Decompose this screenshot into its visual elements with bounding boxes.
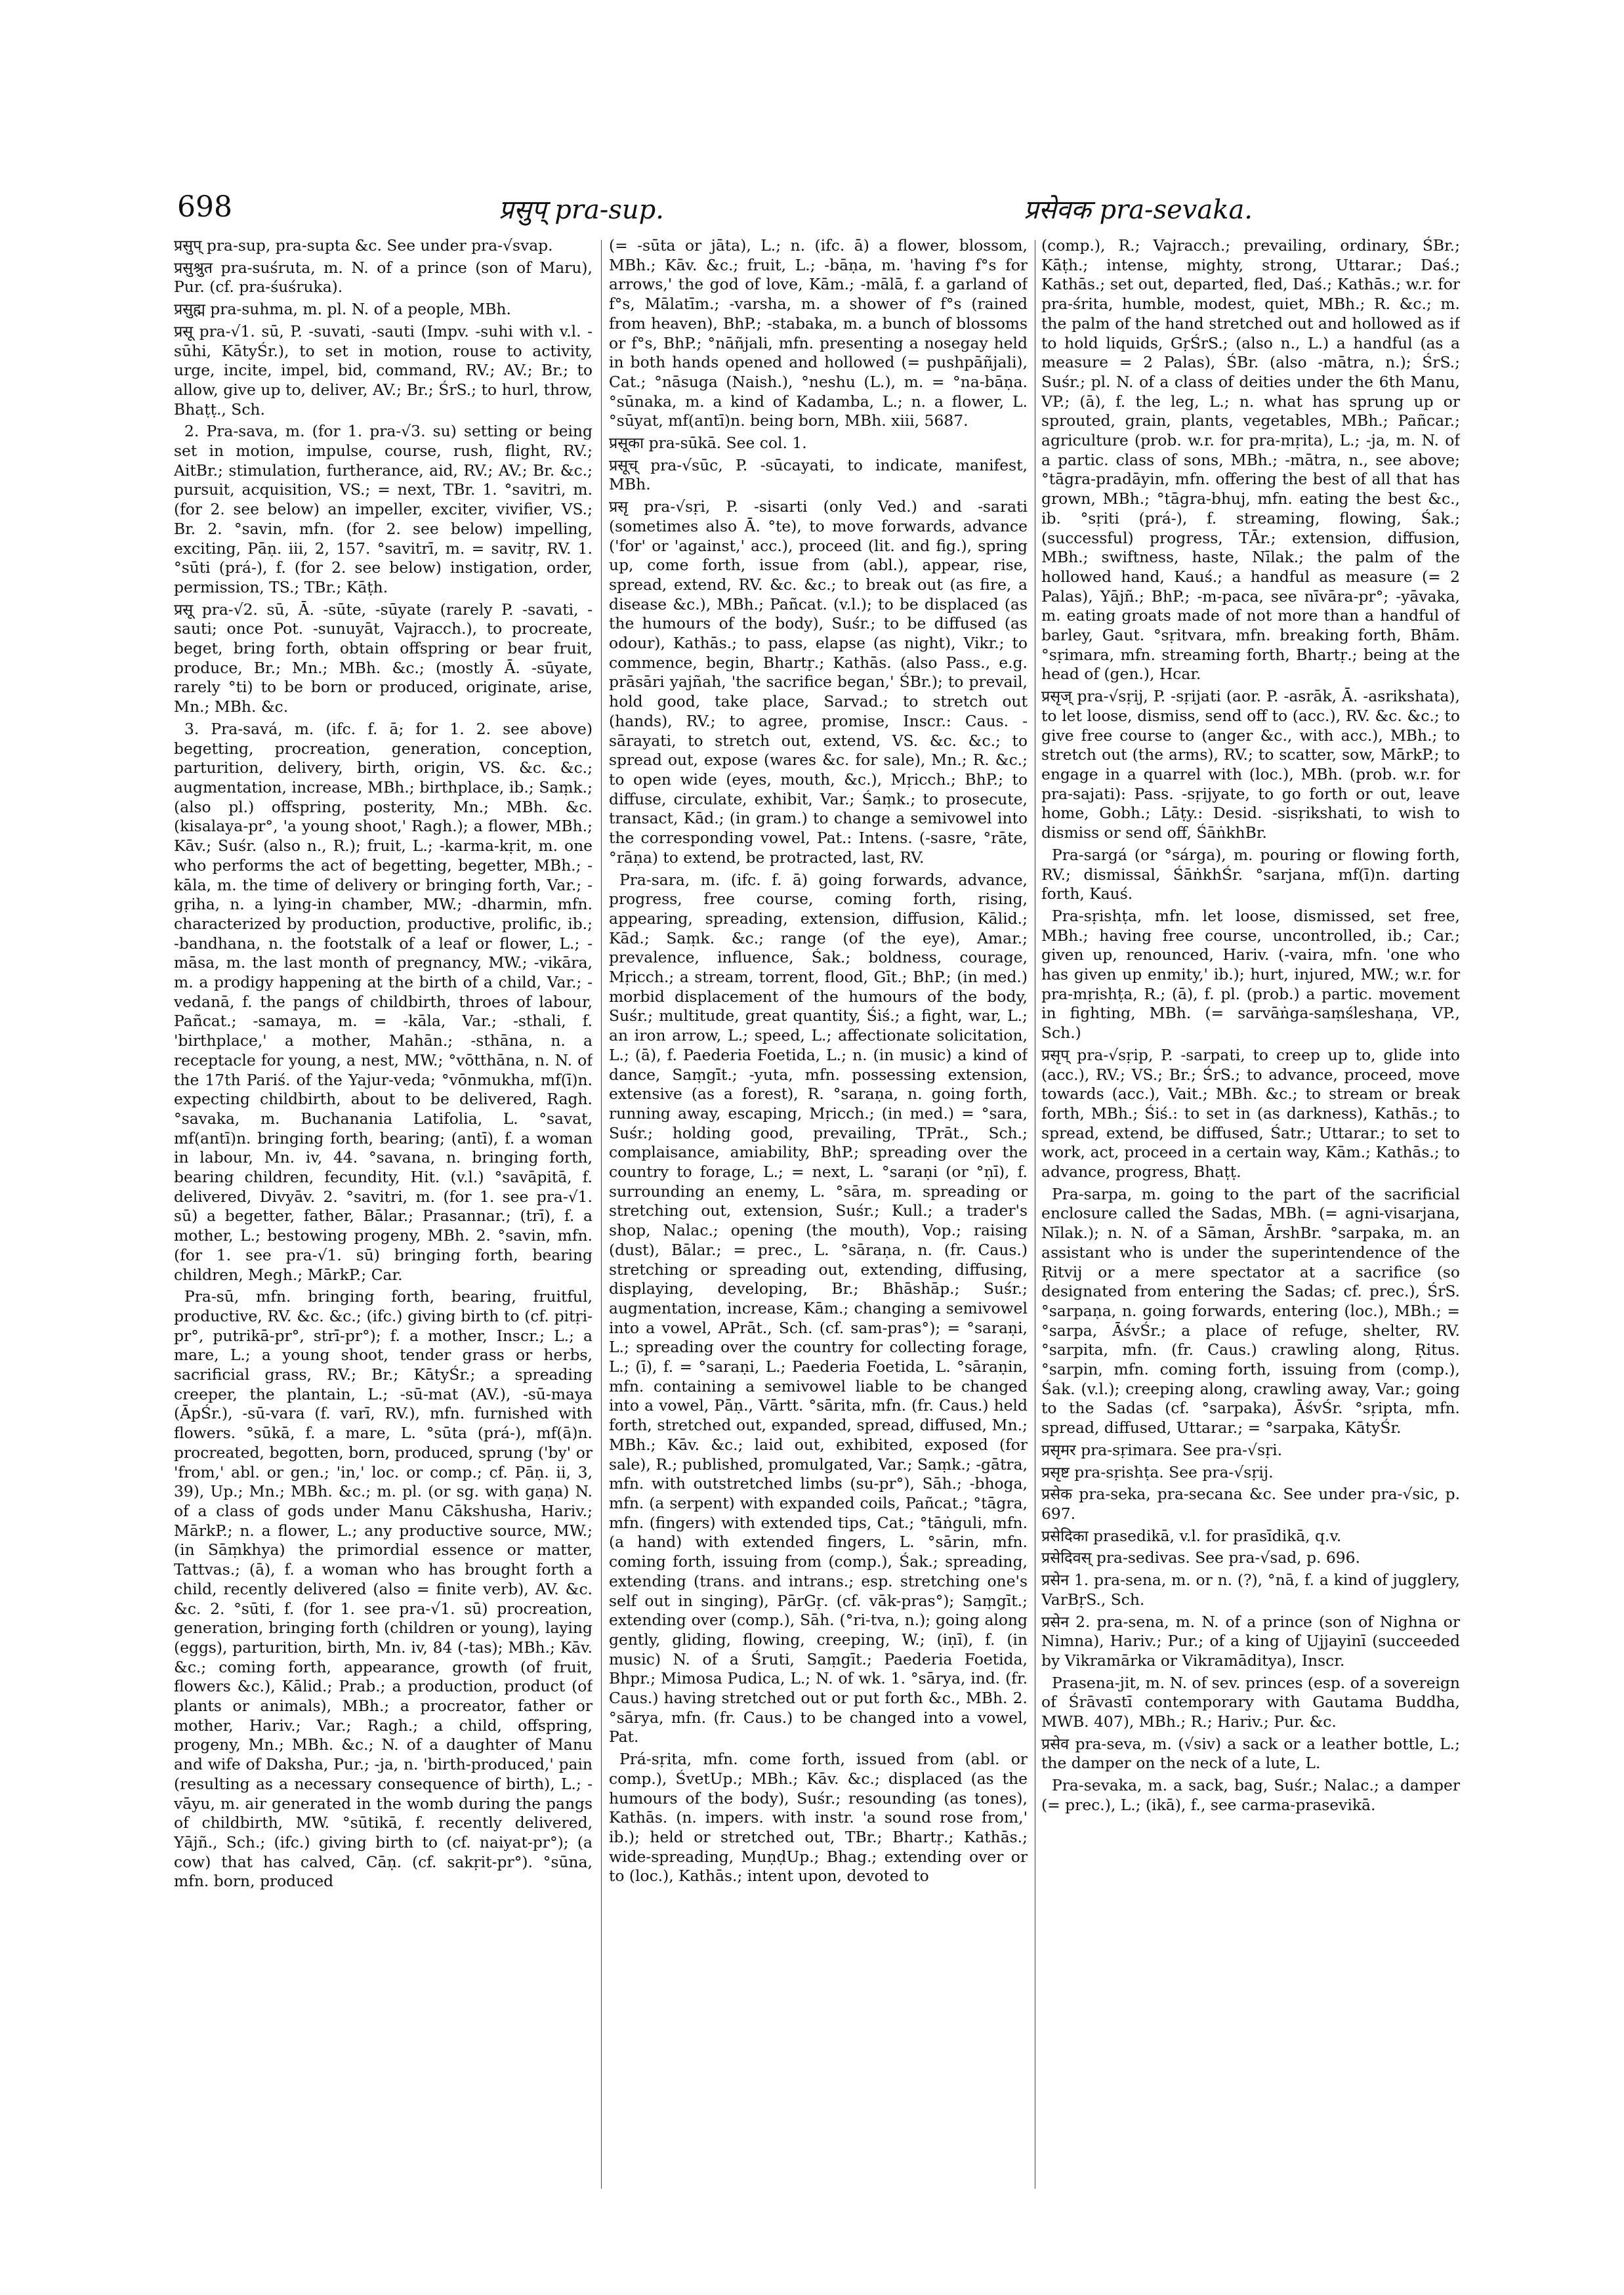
dictionary-entry: Pra-sara, m. (ifc. f. ā) going forwards, advance, progress, free course, coming forth, rising, appearing, spreading, extension, diffusion, Kālid.; Kād.; Saṃk. &c.; range (of the eye), Amar.; prevalence, influence, Śak.; boldness, courage, Mṛicch.; a stream, torrent, flood, Gīt.; BhP.; (in med.) morbid displacement of the humours of the body, Suśr.; multitude, great quantity, Śiś.; a fight, war, L.; an iron arrow, L.; speed, L.; affectionate solicitation, L.; (ā), f. Paederia Foetida, L.; n. (in music) a kind of dance, Saṃgīt.; -yuta, mfn. possessing extension, extensive (as a forest), R. °saraṇa, n. going forth, running away, escaping, Mṛicch.; (in med.) = °sara, Suśr.; holding good, prevailing, TPrāt., Sch.; complaisance, amiability, BhP.; spreading over the country to forage, L.; = next, L. °saraṇi (or °ṇī), f. surrounding an enemy, L. °sāra, m. spreading or stretching out, extension, Suśr.; Kull.; a trader's shop, Nalac.; opening (the mouth), Vop.; raising (dust), Bālar.; = prec., L. °sāraṇa, n. (fr. Caus.) stretching or spreading out, extending, diffusing, displaying, developing, Br.; Bhāshāp.; Suśr.; augmentation, increase, Kām.; changing a semivowel into a vowel, APrāt., Sch. (cf. sam-pras°); = °saraṇi, L.; spreading over the country for collecting forage, L.; (ī), f. = °saraṇi, L.; Paederia Foetida, L. °sāraṇin, mfn. containing a semivowel liable to be changed into a vowel, Pāṇ., Vārtt. °sārita, mfn. (fr. Caus.) held forth, stretched out, expanded, spread, diffused, Mn.; MBh.; Kāv. &c.; laid out, exhibited, exposed (for sale), R.; published, promulgated, Var.; Saṃk.; -gātra, mfn. with outstretched limbs (su-pr°), Sāh.; -bhoga, mfn. (a serpent) with expanded coils, Pañcat.; °tāgra, mfn. (fingers) with extended tips, Cat.; °tāṅguli, mfn. (a hand) with extended fingers, L. °sārin, mfn. coming forth, issuing from (comp.), Śak.; spreading, extending (trans. and intrans.; esp. stretching one's self out in singing), PārGṛ. (cf. vāk-pras°); Saṃgīt.; extending over (comp.), Sāh. (°ri-tva, n.); going along gently, gliding, flowing, creeping, W.; (iṇī), f. (in music) N. of a Śruti, Saṃgīt.; Paederia Foetida, Bhpr.; Mimosa Pudica, L.; N. of wk. 1. °sārya, ind. (fr. Caus.) having stretched out or put forth &c., MBh. 2. °sārya, mfn. (fr. Caus.) to be changed into a vowel, Pat. <box>609 870 1028 1747</box>
dictionary-entry: प्रसेदिवस् pra-sedivas. See pra-√sad, p. 696. <box>1041 1548 1360 1567</box>
dictionary-entry: 3. Pra-savá, m. (ifc. f. ā; for 1. 2. see above) begetting, procreation, generation, conception, parturition, delivery, birth, origin, VS. &c. &c.; augmentation, increase, MBh.; birthplace, ib.; Saṃk.; (also pl.) offspring, posterity, Mn.; MBh. &c. (kisalaya-pr°, 'a young shoot,' Ragh.); a flower, MBh.; Kāv.; Suśr. (also n., R.); fruit, L.; -karma-kṛit, m. one who performs the act of begetting, begetter, MBh.; -kāla, m. the time of delivery or bringing forth, Var.; -gṛiha, n. a lying-in chamber, MW.; -dharmin, mfn. characterized by production, productive, prolific, ib.; -bandhana, n. the footstalk of a leaf or flower, L.; -māsa, m. the last month of pregnancy, MW.; -vikāra, m. a prodigy happening at the birth of a child, Var.; -vedanā, f. the pangs of childbirth, throes of labour, Pañcat.; -samaya, m. = -kāla, Var.; -sthali, f. 'birthplace,' a mother, Mahān.; -sthāna, n. a receptacle for young, a nest, MW.; °vōtthāna, n. N. of the 17th Pariś. of the Yajur-veda; °vōnmukha, mf(ī)n. expecting childbirth, about to be delivered, Ragh. °savaka, m. Buchanania Latifolia, L. °savat, mf(antī)n. bringing forth, bearing; (antī), f. a woman in labour, Mn. iv, 44. °savana, n. bringing forth, bearing children, fecundity, Hit. (v.l.) °savāpitā, f. delivered, Divyāv. 2. °savitri, m. (for 1. see pra-√1. sū) a begetter, father, Bālar.; Prasannar.; (trī), f. a mother, L.; bestowing progeny, MBh. 2. °savin, mfn. (for 1. see pra-√1. sū) bringing forth, bearing children, Megh.; MārkP.; Car. <box>174 719 593 1284</box>
dictionary-entry: प्रसृप् pra-√sṛip, P. -sarpati, to creep up to, glide into (acc.), RV.; VS.; Br.; ŚrS.; to advance, proceed, move towards (acc.), Vait.; MBh. &c.; to stream or break forth, MBh.; Śiś.: to set in (as darkness), Kathās.; to spread, extend, be diffused, Śatr.; Uttarar.; to set to work, act, proceed in a certain way, Kām.; Kathās.; to advance, progress, Bhaṭṭ. <box>1041 1045 1460 1182</box>
dictionary-entry: Pra-sū, mfn. bringing forth, bearing, fruitful, productive, RV. &c. &c.; (ifc.) giving birth to (cf. pitṛi-pr°, putrikā-pr°, strī-pr°); f. a mother, Inscr.; L.; a mare, L.; a young shoot, tender grass or herbs, sacrificial grass, RV.; Br.; KātyŚr.; a spreading creeper, the plantain, L.; -sū-mat (AV.), -sū-maya (ĀpŚr.), -sū-vara (f. varī, RV.), mfn. furnished with flowers. °sūkā, f. a mare, L. °sūta (prá-), mf(ā)n. procreated, begotten, born, produced, sprung ('by' or 'from,' abl. or gen.; 'in,' loc. or comp.; cf. Pāṇ. ii, 3, 39), Up.; Mn.; MBh. &c.; m. pl. (or sg. with gaṇa) N. of a class of gods under Manu Cākshusha, Hariv.; MārkP.; n. a flower, L.; any productive source, MW.; (in Sāṃkhya) the primordial essence or matter, Tattvas.; (ā), f. a woman who has brought forth a child, recently delivered (also = finite verb), AV. &c. &c. 2. °sūti, f. (for 1. see pra-√1. sū) procreation, generation, bringing forth (children or young), laying (eggs), parturition, birth, Mn. iv, 84 (-tas); MBh.; Kāv. &c.; coming forth, appearance, growth (of fruit, flowers &c.), Kālid.; Prab.; a production, product (of plants or animals), MBh.; a procreator, father or mother, Hariv.; Var.; Ragh.; a child, offspring, progeny, Mn.; MBh. &c.; N. of a daughter of Manu and wife of Daksha, Pur.; -ja, n. 'birth-produced,' pain (resulting as a necessary consequence of birth), L.; -vāyu, m. air generated in the womb during the pangs of childbirth, MW. °sūtikā, f. recently delivered, Yājñ., Sch.; (ifc.) giving birth to (cf. naiyat-pr°); (a cow) that has calved, Cāṇ. (cf. sakṛit-pr°). °sūna, mfn. born, produced <box>174 1287 593 1891</box>
dictionary-columns <box>174 236 1460 2204</box>
dictionary-entry: प्रसेदिका prasedikā, v.l. for prasīdikā, q.v. <box>1041 1526 1342 1545</box>
dictionary-entry: Prá-sṛita, mfn. come forth, issued from (abl. or comp.), ŚvetUp.; MBh.; Kāv. &c.; displaced (as the humours of the body), Suśr.; resounding (as tones), Kathās. (n. impers. with instr. 'a sound rose from,' ib.); held or stretched out, TBr.; Bhartṛ.; Kathās.; wide-spreading, MuṇḍUp.; Bhag.; extending over or to (loc.), Kathās.; intent upon, devoted to <box>609 1750 1028 1886</box>
column-3 <box>1041 236 1460 2195</box>
dictionary-entry: Prasena-jit, m. N. of sev. princes (esp. of a sovereign of Śrāvastī contemporary with Gautama Buddha, MWB. 407), MBh.; R.; Hariv.; Pur. &c. <box>1041 1673 1460 1731</box>
dictionary-entry: (comp.), R.; Vajracch.; prevailing, ordinary, ŚBr.; Kāṭh.; intense, mighty, strong, Uttarar.; Daś.; Kathās.; set out, departed, fled, Daś.; Kathās.; w.r. for pra-śrita, humble, modest, quiet, MBh.; R. &c.; m. the palm of the hand stretched out and hollowed as if to hold liquids, GṛŚrS.; (also n., L.) a handful (as a measure = 2 Palas), ŚBr. (also -mātra, n.); ŚrS.; Suśr.; pl. N. of a class of deities under the 6th Manu, VP.; (ā), f. the leg, L.; n. what has sprung up or sprouted, grain, plants, vegetables, MBh.; Pañcar.; agriculture (prob. w.r. for pra-mṛita), L.; -ja, m. N. of a partic. class of sons, MBh.; -mātra, n., see above; °tāgra-pradāyin, mfn. offering the best of all that has grown, MBh.; °tāgra-bhuj, mfn. eating the best &c., ib. °sṛiti (prá-), f. streaming, flowing, Śak.; (successful) progress, TĀr.; extension, diffusion, MBh.; swiftness, haste, Nīlak.; the palm of the hollowed hand, Kauś.; a handful as measure (= 2 Palas), Yājñ.; BhP.; -m-paca, see nīvāra-pr°; -yāvaka, m. eating groats made of not more than a handful of barley, Gaut. °sṛitvara, mfn. breaking forth, Bhām. °sṛimara, mfn. streaming forth, Bhartṛ.; being at the head of (gen.), Hcar. <box>1041 236 1460 684</box>
dictionary-entry: प्रसू pra-√1. sū, P. -suvati, -sauti (Impv. -suhi with v.l. -sūhi, KātyŚr.), to set in motion, rouse to activity, urge, incite, impel, bid, command, RV.; AV.; Br.; to allow, give up to, deliver, AV.; Br.; ŚrS.; to hurl, throw, Bhaṭṭ., Sch. <box>174 321 593 419</box>
dictionary-entry: प्रसेव pra-seva, m. (√siv) a sack or a leather bottle, L.; the damper on the neck of a lute, L. <box>1041 1734 1460 1773</box>
column-1 <box>174 236 593 2195</box>
dictionary-entry: (= -sūta or jāta), L.; n. (ifc. ā) a flower, blossom, MBh.; Kāv. &c.; fruit, L.; -bāṇa, m. 'having f°s for arrows,' the god of love, Kām.; -mālā, f. a garland of f°s, Mālatīm.; -varsha, m. a shower of f°s (rained from heaven), BhP.; -stabaka, m. a bunch of blossoms or f°s, BhP.; °nāñjali, mfn. presenting a nosegay held in both hands opened and hollowed (= pushpāñjali), Cat.; °nāsuga (Naish.), °neshu (L.), m. = °na-bāṇa. °sūnaka, m. a kind of Kadamba, L.; n. a flower, L. °sūyat, mf(antī)n. being born, MBh. xiii, 5687. <box>609 236 1028 430</box>
dictionary-entry: Pra-sṛishṭa, mfn. let loose, dismissed, set free, MBh.; having free course, uncontrolled, ib.; Car.; given up, renounced, Hariv. (-vaira, mfn. 'one who has given up enmity,' ib.); hurt, injured, MW.; w.r. for pra-mṛishṭa, R.; (ā), f. pl. (prob.) a partic. movement in fighting, MBh. (= sarvāṅga-saṃśleshaṇa, VP., Sch.) <box>1041 906 1460 1043</box>
dictionary-entry: प्रसृज् pra-√sṛij, P. -sṛijati (aor. P. -asrāk, Ā. -asrikshata), to let loose, dismiss, send off to (acc.), RV. &c. &c.; to give free course to (anger &c., with acc.), MBh.; to stretch out (the arms), RV.; to scatter, sow, MārkP.; to engage in a quarrel with (loc.), MBh. (prob. w.r. for pra-sajati): Pass. -sṛijyate, to go forth or out, leave home, Gobh.; Lāṭy.: Desid. -sisṛikshati, to wish to dismiss or send off, ŚāṅkhBr. <box>1041 687 1460 842</box>
running-head-left: प्रसुप् pra-sup. <box>499 195 664 225</box>
dictionary-entry: प्रसुह्म pra-suhma, m. pl. N. of a people, MBh. <box>174 300 511 319</box>
dictionary-entry: प्रसृमर pra-sṛimara. See pra-√sṛi. <box>1041 1440 1283 1459</box>
dictionary-entry: प्रसूका pra-sūkā. See col. 1. <box>609 434 807 453</box>
column-2 <box>609 236 1028 2195</box>
dictionary-entry: प्रसृष्ट pra-sṛishṭa. See pra-√sṛij. <box>1041 1462 1274 1481</box>
dictionary-entry: प्रसुप् pra-sup, pra-supta &c. See under pra-√svap. <box>174 236 553 255</box>
page-header <box>177 190 1457 236</box>
dictionary-entry: प्रसू pra-√2. sū, Ā. -sūte, -sūyate (rarely P. -savati, -sauti; once Pot. -sunuyāt, Vajracch.), to procreate, beget, bring forth, obtain offspring or bear fruit, produce, Br.; Mn.; MBh. &c.; (mostly Ā. -sūyate, rarely °ti) to be born or produced, originate, arise, Mn.; MBh. &c. <box>174 600 593 716</box>
page-number: 698 <box>177 190 232 224</box>
dictionary-entry: Pra-sargá (or °sárga), m. pouring or flowing forth, RV.; dismissal, ŚāṅkhŚr. °sarjana, mf(ī)n. darting forth, Kauś. <box>1041 845 1460 903</box>
dictionary-entry: प्रसुश्रुत pra-suśruta, m. N. of a prince (son of Maru), Pur. (cf. pra-śuśruka). <box>174 258 593 297</box>
dictionary-entry: प्रसेन 2. pra-sena, m. N. of a prince (son of Nighna or Nimna), Hariv.; Pur.; of a king of Ujjayinī (succeeded by Vikramārka or Vikramāditya), Inscr. <box>1041 1612 1460 1670</box>
dictionary-entry: प्रसेन 1. pra-sena, m. or n. (?), °nā, f. a kind of jugglery, VarBṛS., Sch. <box>1041 1571 1460 1609</box>
dictionary-entry: Pra-sevaka, m. a sack, bag, Suśr.; Nalac.; a damper (= prec.), L.; (ikā), f., see carma-prasevikā. <box>1041 1776 1460 1814</box>
dictionary-entry: प्रसूच् pra-√sūc, P. -sūcayati, to indicate, manifest, MBh. <box>609 455 1028 494</box>
dictionary-entry: 2. Pra-sava, m. (for 1. pra-√3. su) setting or being set in motion, impulse, course, rush, flight, RV.; AitBr.; stimulation, furtherance, aid, RV.; AV.; Br. &c.; pursuit, acquisition, VS.; = next, TBr. 1. °savitri, m. (for 2. see below) an impeller, exciter, vivifier, VS.; Br. 2. °savin, mfn. (for 2. see below) impelling, exciting, Pāṇ. iii, 2, 157. °savitrī, m. = savitṛ, RV. 1. °sūti (prá-), f. (for 2. see below) instigation, order, permission, TS.; TBr.; Kāṭh. <box>174 422 593 596</box>
running-head-right: प्रसेवक pra-sevaka. <box>1024 195 1253 225</box>
dictionary-entry: Pra-sarpa, m. going to the part of the sacrificial enclosure called the Sadas, MBh. (= agni-visarjana, Nīlak.); n. N. of a Sāman, ĀrshBr. °sarpaka, m. an assistant who is under the superintendence of the Ṛitvij or a mere spectator at a sacrifice (so designated from entering the Sadas; cf. prec.), ŚrS. °sarpaṇa, n. going forwards, entering (loc.), MBh.; = °sarpa, ĀśvŚr.; a place of refuge, shelter, RV. °sarpita, mfn. (fr. Caus.) crawling along, Ṛitus. °sarpin, mfn. coming forth, issuing from (comp.), Śak. (v.l.); creeping along, crawling away, Var.; going to the Sadas (cf. °sarpaka), ĀśvŚr. °sṛipta, mfn. spread, diffused, Uttarar.; = °sarpaka, KātyŚr. <box>1041 1184 1460 1437</box>
column-rule <box>601 240 602 2189</box>
dictionary-entry: प्रसृ pra-√sṛi, P. -sisarti (only Ved.) and -sarati (sometimes also Ā. °te), to move forwards, advance ('for' or 'against,' acc.), proceed (lit. and fig.), spring up, come forth, issue from (abl.), appear, rise, spread, extend, RV. &c. &c.; to break out (as fire, a disease &c.), MBh.; Pañcat. (v.l.); to be displaced (as the humours of the body), Suśr.; to be diffused (as odour), Kathās.; to pass, elapse (as night), Vikr.; to commence, begin, Bhartṛ.; Kathās. (also Pass., e.g. prāsāri yajñah, 'the sacrifice began,' ŚBr.); to prevail, hold good, take place, Sarvad.; to stretch out (hands), RV.; to agree, promise, Inscr.: Caus. -sārayati, to stretch out, extend, VS. &c. &c.; to spread out, expose (wares &c. for sale), Mn.; R. &c.; to open wide (eyes, mouth, &c.), Mṛicch.; BhP.; to diffuse, circulate, exhibit, Var.; Śaṃk.; to prosecute, transact, Kād.; (in gram.) to change a semivowel into the corresponding vowel, Pat.: Intens. (-sasre, °rāte, °rāṇa) to extend, be protracted, last, RV. <box>609 497 1028 867</box>
dictionary-entry: प्रसेक pra-seka, pra-secana &c. See under pra-√sic, p. 697. <box>1041 1485 1460 1523</box>
